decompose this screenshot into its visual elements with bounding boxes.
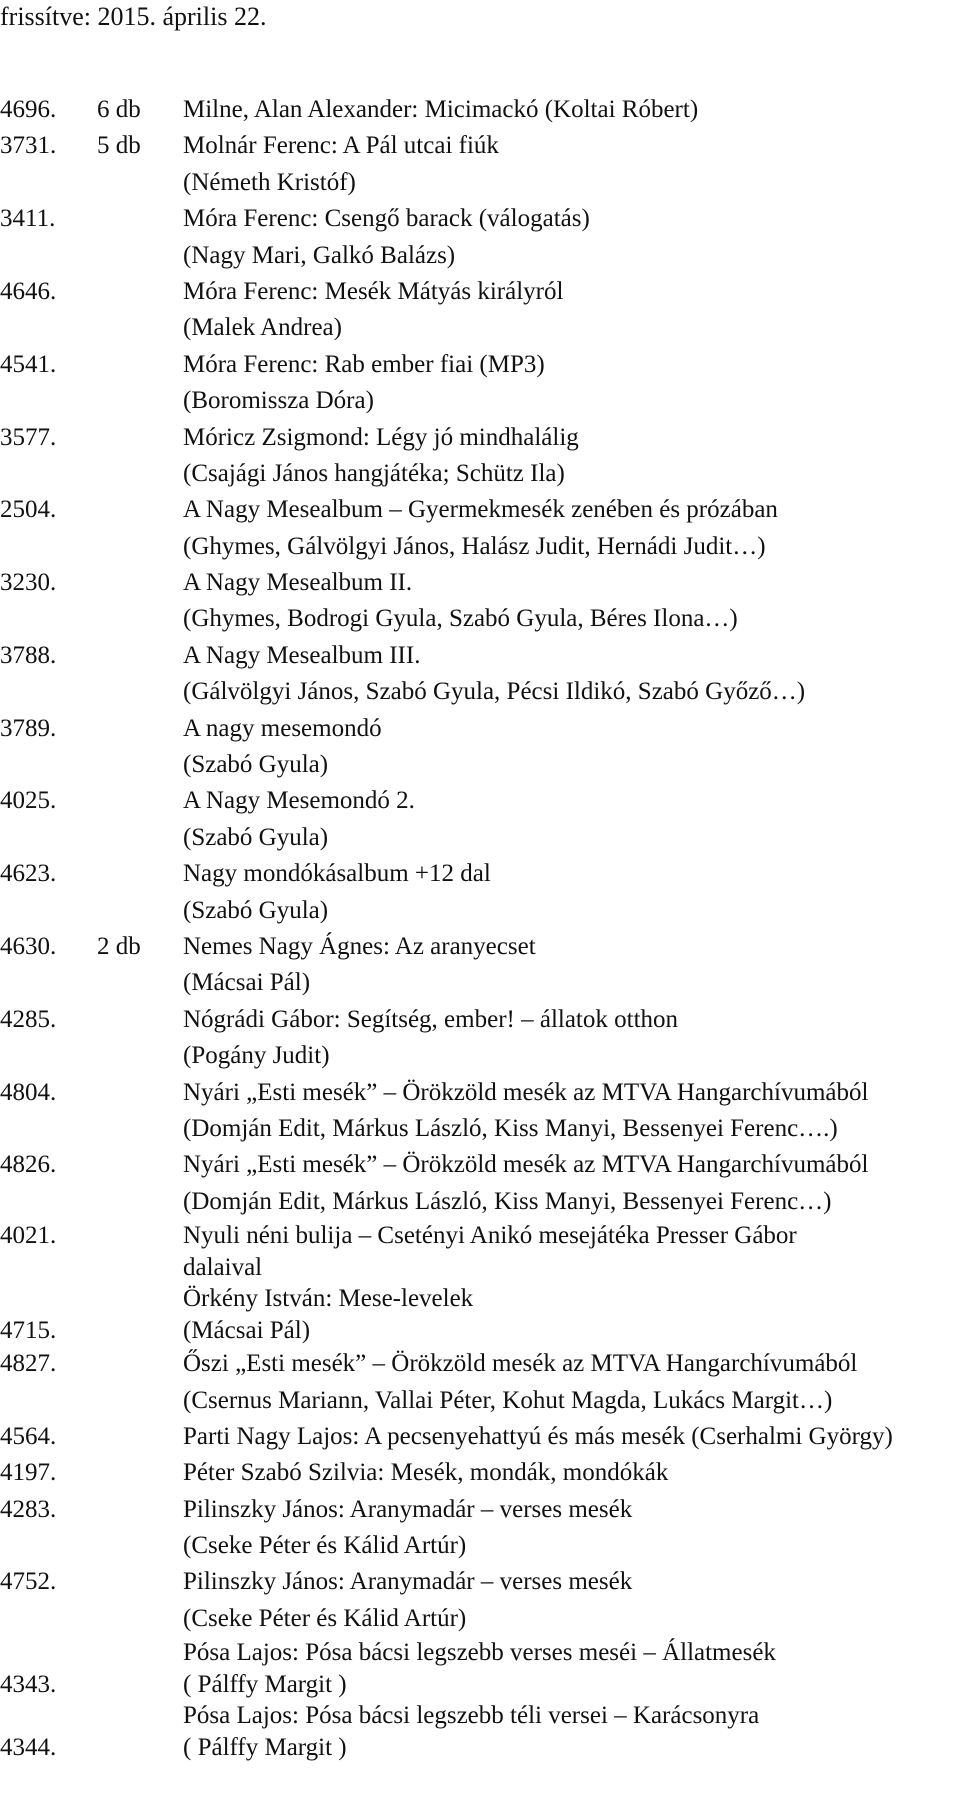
catalog-line bbox=[0, 820, 960, 856]
catalog-line bbox=[0, 274, 960, 310]
catalog-line bbox=[0, 238, 960, 274]
catalog-line bbox=[0, 92, 960, 128]
catalog-line bbox=[0, 747, 960, 783]
catalog-line bbox=[0, 201, 960, 237]
catalog-line bbox=[0, 638, 960, 674]
catalog-entry-text: Örkény István: Mese-levelek bbox=[183, 1285, 474, 1313]
catalog-line bbox=[0, 456, 960, 492]
catalog-line bbox=[0, 1220, 960, 1252]
catalog-entry-text: (Csajági János hangjátéka; Schütz Ila) bbox=[183, 459, 565, 487]
catalog-entry-text: Nyuli néni bulija – Csetényi Anikó mesejátéka Presser Gábor bbox=[183, 1222, 797, 1250]
catalog-number: 3230. bbox=[0, 569, 57, 597]
catalog-number: 4804. bbox=[0, 1078, 57, 1106]
catalog-line bbox=[0, 1528, 960, 1564]
update-date: frissítve: 2015. április 22. bbox=[0, 2, 267, 31]
catalog-number: 4021. bbox=[0, 1222, 57, 1250]
catalog-line bbox=[0, 1111, 960, 1147]
catalog-line bbox=[0, 1346, 960, 1382]
catalog-line bbox=[0, 565, 960, 601]
catalog-line bbox=[0, 1492, 960, 1528]
catalog-entry-text: A Nagy Mesealbum II. bbox=[183, 569, 413, 597]
copy-count: 6 db bbox=[97, 96, 141, 123]
catalog-entry-text: (Csernus Mariann, Vallai Péter, Kohut Magda, Lukács Margit…) bbox=[183, 1386, 833, 1414]
catalog-line bbox=[0, 929, 960, 965]
catalog-line bbox=[0, 893, 960, 929]
catalog-number: 4752. bbox=[0, 1568, 57, 1596]
catalog-number: 4826. bbox=[0, 1151, 57, 1179]
catalog-line bbox=[0, 128, 960, 164]
catalog-entry-text: Móra Ferenc: Mesék Mátyás királyról bbox=[183, 277, 564, 305]
catalog-entry-text: Őszi „Esti mesék” – Örökzöld mesék az MTVA Hangarchívumából bbox=[183, 1350, 858, 1378]
catalog-entry-text: (Ghymes, Gálvölgyi János, Halász Judit, Hernádi Judit…) bbox=[183, 532, 766, 560]
catalog-line bbox=[0, 1315, 960, 1347]
catalog-entry-text: A Nagy Mesemondó 2. bbox=[183, 787, 415, 815]
catalog-line bbox=[0, 1383, 960, 1419]
catalog-line bbox=[0, 1184, 960, 1220]
catalog-entry-text: (Malek Andrea) bbox=[183, 314, 342, 342]
catalog-line bbox=[0, 674, 960, 710]
catalog-entry-text: Pilinszky János: Aranymadár – verses mesék bbox=[183, 1568, 633, 1596]
catalog-line bbox=[0, 1252, 960, 1284]
catalog-entry-text: Pilinszky János: Aranymadár – verses mesék bbox=[183, 1495, 633, 1523]
catalog-entry-text: Nagy mondókásalbum +12 dal bbox=[183, 860, 491, 888]
catalog-entry-text: (Cseke Péter és Kálid Artúr) bbox=[183, 1604, 467, 1632]
catalog-entry-text: Móra Ferenc: Csengő barack (válogatás) bbox=[183, 205, 590, 233]
catalog-line bbox=[0, 856, 960, 892]
catalog-number: 3788. bbox=[0, 641, 57, 669]
catalog-entry-text: (Boromissza Dóra) bbox=[183, 387, 374, 415]
catalog-number: 3731. bbox=[0, 132, 57, 160]
catalog-line bbox=[0, 1700, 960, 1732]
catalog-line bbox=[0, 1732, 960, 1764]
catalog-number: 4715. bbox=[0, 1316, 57, 1344]
catalog-line bbox=[0, 383, 960, 419]
catalog-line bbox=[0, 1075, 960, 1111]
catalog-entry-text: ( Pálffy Margit ) bbox=[183, 1733, 347, 1761]
catalog-line bbox=[0, 1038, 960, 1074]
catalog-entry-text: (Szabó Gyula) bbox=[183, 823, 329, 851]
catalog-number: 4197. bbox=[0, 1459, 57, 1487]
catalog-entry-text: (Németh Kristóf) bbox=[183, 168, 356, 196]
catalog-line bbox=[0, 965, 960, 1001]
catalog-entry-text: (Gálvölgyi János, Szabó Gyula, Pécsi Ildikó, Szabó Győző…) bbox=[183, 678, 806, 706]
catalog-entry-text: Móricz Zsigmond: Légy jó mindhalálig bbox=[183, 423, 579, 451]
catalog-entry-text: Péter Szabó Szilvia: Mesék, mondák, mondókák bbox=[183, 1459, 669, 1487]
catalog-number: 4827. bbox=[0, 1350, 57, 1378]
catalog-entry-text: A Nagy Mesealbum – Gyermekmesék zenében és prózában bbox=[183, 496, 778, 524]
catalog-number: 4646. bbox=[0, 277, 57, 305]
catalog-entry-text: (Mácsai Pál) bbox=[183, 1316, 311, 1344]
catalog-entry-text: (Ghymes, Bodrogi Gyula, Szabó Gyula, Béres Ilona…) bbox=[183, 605, 738, 633]
catalog-line bbox=[0, 310, 960, 346]
catalog-number: 4344. bbox=[0, 1733, 57, 1761]
catalog-entry-text: (Domján Edit, Márkus László, Kiss Manyi, Bessenyei Ferenc….) bbox=[183, 1114, 838, 1142]
catalog-entry-text: A nagy mesemondó bbox=[183, 714, 382, 742]
catalog-line bbox=[0, 1669, 960, 1701]
catalog-list bbox=[0, 92, 960, 1763]
catalog-line bbox=[0, 1564, 960, 1600]
catalog-number: 4285. bbox=[0, 1005, 57, 1033]
copy-count: 5 db bbox=[97, 132, 141, 160]
catalog-line bbox=[0, 492, 960, 528]
catalog-line bbox=[0, 529, 960, 565]
catalog-entry-text: Nyári „Esti mesék” – Örökzöld mesék az MTVA Hangarchívumából bbox=[183, 1078, 869, 1106]
catalog-entry-text: (Nagy Mari, Galkó Balázs) bbox=[183, 241, 456, 269]
catalog-line bbox=[0, 1147, 960, 1183]
catalog-line bbox=[0, 1283, 960, 1315]
catalog-number: 4025. bbox=[0, 787, 57, 815]
catalog-line bbox=[0, 601, 960, 637]
catalog-entry-text: Móra Ferenc: Rab ember fiai (MP3) bbox=[183, 350, 545, 378]
catalog-number: 4623. bbox=[0, 860, 57, 888]
catalog-entry-text: Milne, Alan Alexander: Micimackó (Koltai Róbert) bbox=[183, 96, 699, 123]
catalog-number: 4343. bbox=[0, 1670, 57, 1698]
catalog-line bbox=[0, 711, 960, 747]
catalog-entry-text: (Mácsai Pál) bbox=[183, 969, 311, 997]
catalog-entry-text: Nyári „Esti mesék” – Örökzöld mesék az MTVA Hangarchívumából bbox=[183, 1151, 869, 1179]
catalog-entry-text: Molnár Ferenc: A Pál utcai fiúk bbox=[183, 132, 499, 160]
catalog-entry-text: dalaival bbox=[183, 1253, 263, 1281]
catalog-entry-text: Pósa Lajos: Pósa bácsi legszebb téli versei – Karácsonyra bbox=[183, 1702, 760, 1730]
catalog-entry-text: Parti Nagy Lajos: A pecsenyehattyú és más mesék (Cserhalmi György) bbox=[183, 1422, 893, 1450]
catalog-number: 4564. bbox=[0, 1422, 57, 1450]
catalog-entry-text: Pósa Lajos: Pósa bácsi legszebb verses meséi – Állatmesék bbox=[183, 1639, 776, 1667]
catalog-line bbox=[0, 1419, 960, 1455]
catalog-number: 3789. bbox=[0, 714, 57, 742]
catalog-line bbox=[0, 1002, 960, 1038]
catalog-entry-text: (Szabó Gyula) bbox=[183, 751, 329, 779]
catalog-entry-text: (Szabó Gyula) bbox=[183, 896, 329, 924]
catalog-line bbox=[0, 1455, 960, 1491]
copy-count: 2 db bbox=[97, 932, 141, 960]
catalog-entry-text: Nógrádi Gábor: Segítség, ember! – állatok otthon bbox=[183, 1005, 679, 1033]
catalog-line bbox=[0, 420, 960, 456]
catalog-number: 4283. bbox=[0, 1495, 57, 1523]
catalog-number: 4696. bbox=[0, 96, 57, 123]
catalog-entry-text: A Nagy Mesealbum III. bbox=[183, 641, 421, 669]
catalog-entry-text: (Cseke Péter és Kálid Artúr) bbox=[183, 1532, 467, 1560]
catalog-number: 4541. bbox=[0, 350, 57, 378]
catalog-entry-text: ( Pálffy Margit ) bbox=[183, 1670, 347, 1698]
catalog-line bbox=[0, 165, 960, 201]
catalog-number: 4630. bbox=[0, 932, 57, 960]
catalog-line bbox=[0, 1601, 960, 1637]
catalog-entry-text: Nemes Nagy Ágnes: Az aranyecset bbox=[183, 932, 536, 960]
catalog-number: 3577. bbox=[0, 423, 57, 451]
catalog-number: 3411. bbox=[0, 205, 56, 233]
catalog-number: 2504. bbox=[0, 496, 57, 524]
catalog-entry-text: (Domján Edit, Márkus László, Kiss Manyi, Bessenyei Ferenc…) bbox=[183, 1187, 832, 1215]
catalog-line bbox=[0, 347, 960, 383]
catalog-line bbox=[0, 783, 960, 819]
catalog-line bbox=[0, 1637, 960, 1669]
catalog-entry-text: (Pogány Judit) bbox=[183, 1042, 330, 1070]
